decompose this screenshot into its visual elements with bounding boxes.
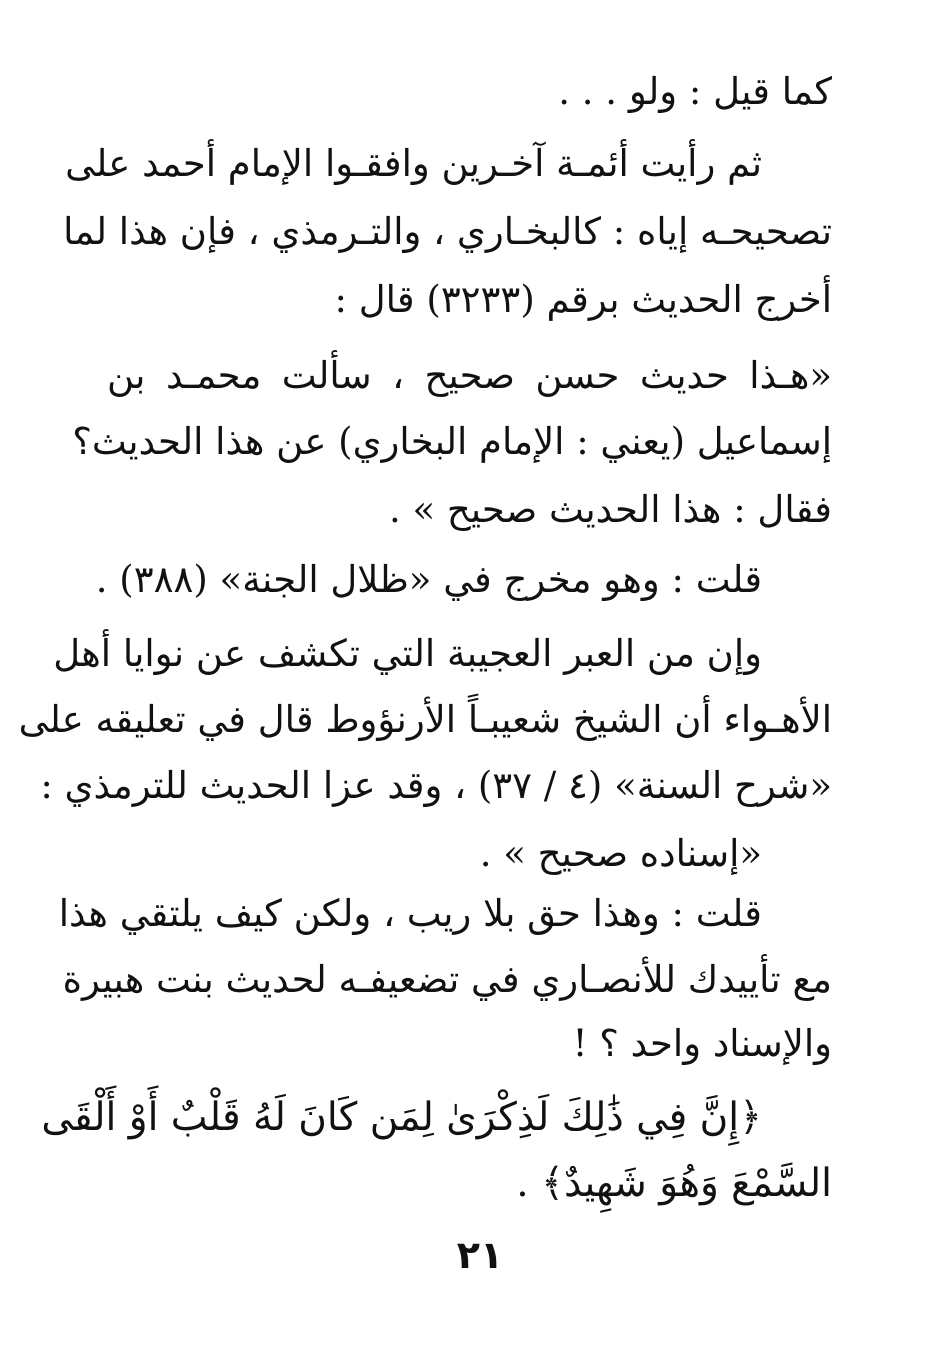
- text-line-13: قلت : وهذا حق بلا ريب ، ولكن كيف يلتقي هذا: [58, 892, 762, 935]
- quote-line-1: «هـذا حديث حسن صحيح ، سألت محمـد بن: [107, 354, 832, 397]
- page-number: ٢١: [456, 1233, 504, 1277]
- text-line-11: «شرح السنة» (٤ / ٣٧) ، وقد عزا الحديث للترمذي :: [40, 764, 832, 807]
- text-line-2: ثم رأيت أئمـة آخـرين وافقـوا الإمام أحمد على: [65, 142, 762, 185]
- text-line-9: وإن من العبر العجيبة التي تكشف عن نوايا أهل: [53, 632, 762, 675]
- quran-verse-line-2: السَّمْعَ وَهُوَ شَهِيدٌ﴾ .: [516, 1161, 832, 1206]
- text-line-12: «إسناده صحيح » .: [479, 832, 762, 875]
- text-line-1: كما قيل : ولو . . .: [558, 70, 832, 113]
- quote-line-3: فقال : هذا الحديث صحيح » .: [388, 488, 832, 531]
- text-line-3: تصحيحـه إياه : كالبخـاري ، والتـرمذي ، فإن هذا لما: [63, 210, 832, 253]
- text-line-15: والإسناد واحد ؟ !: [572, 1022, 832, 1065]
- quote-line-2: إسماعيل (يعني : الإمام البخاري) عن هذا الحديث؟: [72, 420, 832, 463]
- quran-verse-line-1: ﴿إِنَّ فِي ذَٰلِكَ لَذِكْرَىٰ لِمَن كَانَ لَهُ قَلْبٌ أَوْ أَلْقَى: [41, 1095, 762, 1140]
- text-line-10: الأهـواء أن الشيخ شعيبـاً الأرنؤوط قال في تعليقه على: [18, 698, 832, 741]
- text-line-4: أخرج الحديث برقم (٣٢٣٣) قال :: [334, 278, 832, 321]
- text-line-8: قلت : وهو مخرج في «ظلال الجنة» (٣٨٨) .: [95, 558, 762, 601]
- text-line-14: مع تأييدك للأنصـاري في تضعيفـه لحديث بنت هبيرة: [62, 958, 832, 1001]
